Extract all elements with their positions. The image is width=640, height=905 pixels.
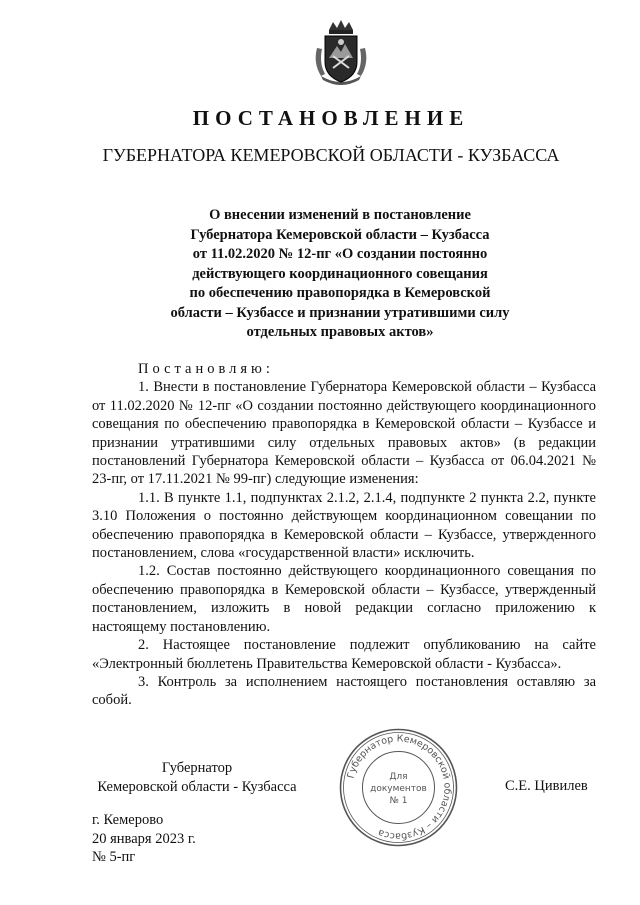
signatory-name: С.Е. Цивилев [505,778,588,794]
place-date-number [92,811,196,867]
document-number: № 5-пг [92,849,136,865]
stamp-center-line: № 1 [389,796,408,806]
subject-line: по обеспечению правопорядка в Кемеровской [189,285,491,301]
document-subject [140,206,540,343]
decree-word: Постановляю: [138,361,274,377]
subject-line: Губернатора Кемеровской области – Кузбасса [190,226,490,243]
signatory-title-line: Губернатор [161,760,233,776]
subject-line: действующего координационного совещания [192,265,488,282]
subject-line: области – Кузбассе и признании утратившими силу [170,304,510,321]
document-body [92,360,596,710]
official-stamp [336,725,461,850]
signatory-title [92,759,302,796]
coat-of-arms-emblem [311,18,371,88]
subject-line: от 11.02.2020 № 12-пг «О создании постоянно [192,246,488,262]
paragraph-3: 3. Контроль за исполнением настоящего постановления оставляю за собой. [92,673,596,709]
stamp-center-line: документов [370,784,427,794]
subject-line: О внесении изменений в постановление [209,207,471,223]
paragraph-1-2: 1.2. Состав постоянно действующего координационного совещания по обеспечению правопорядка в Кемеровской области – Кузбассе, утвержденный постановлением, изложить в новой редакции согласно приложению к настоящему постановлению. [92,563,596,635]
paragraph-2: 2. Настоящее постановление подлежит опубликованию на сайте «Электронный бюллетень Правительства Кемеровской области - Кузбасса». [92,637,596,672]
document-type-heading: ПОСТАНОВЛЕНИЕ [192,106,470,130]
subject-line: отдельных правовых актов» [246,324,434,340]
issuer-heading: ГУБЕРНАТОРА КЕМЕРОВСКОЙ ОБЛАСТИ - КУЗБАССА [102,145,560,165]
signatory-title-line: Кемеровской области - Кузбасса [97,778,297,795]
paragraph-1-1: 1.1. В пункте 1.1, подпунктах 2.1.2, 2.1.4, подпункте 2 пункта 2.2, пункте 3.10 Положения о постоянно действующем координационном совещании по обеспечению правопорядка в Кемеровской области – Кузбассе, утвержденного постановлением, слова «государственной власти» исключить. [92,489,596,562]
paragraph-1: 1. Внести в постановление Губернатора Кемеровской области – Кузбасса от 11.02.2020 № 12-пг «О создании постоянно действующего координационного совещания по обеспечению правопорядка в Кемеровской области – Кузбассе и признании утратившими силу отдельных правовых актов» (в редакции постановлений Губернатора Кемеровской области – Кузбасса от 06.04.2021 № 23-пг, от 17.11.2021 № 99-пг) следующие изменения: [92,379,596,488]
stamp-ring-text: Губернатор Кемеровской области – Кузбасса [345,733,453,842]
date: 20 января 2023 г. [92,830,196,847]
stamp-center-line: Для [389,772,408,782]
city: г. Кемерово [92,812,164,828]
